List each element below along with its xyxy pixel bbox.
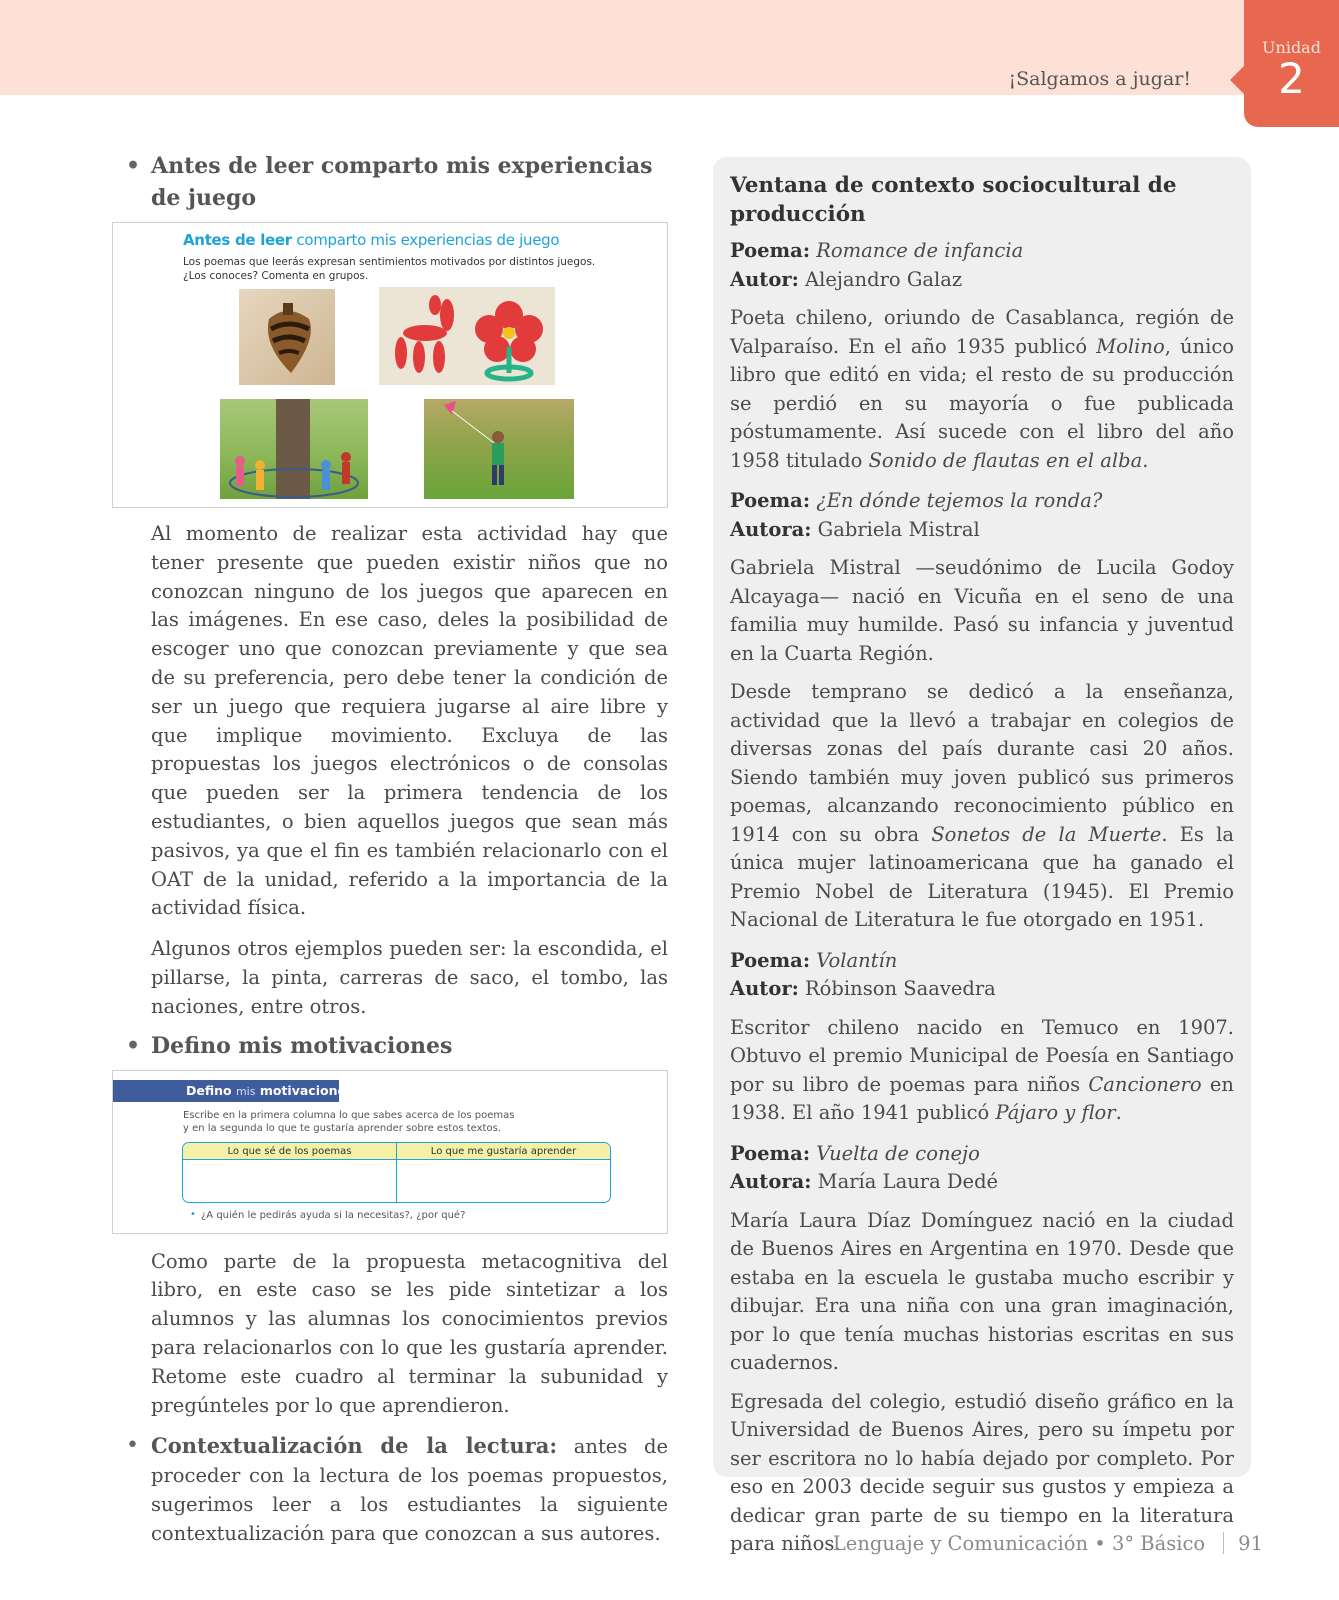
col-lo-que-aprender: Lo que me gustaría aprender <box>396 1143 610 1159</box>
entry4-meta: Poema: Vuelta de conejo Autora: María Laura Dedé <box>730 1141 999 1193</box>
page-number: 91 <box>1238 1532 1263 1555</box>
para-contextualizacion: • Contextualización de la lectura: antes de proceder con la lectura de los poemas propuestos, sugerimos leer a los estudiantes la siguiente contextualización para que conozcan a sus autores. <box>112 1432 668 1548</box>
motivaciones-text: Escribe en la primera columna lo que sabes acerca de los poemas y en la segunda lo que te gustaría aprender sobre estos textos. <box>183 1109 515 1134</box>
footer-divider <box>1223 1532 1224 1554</box>
entry3-meta: Poema: Volantín Autor: Róbinson Saavedra <box>730 948 996 1000</box>
context-window-title: Ventana de contexto sociocultural de producción <box>730 173 1177 227</box>
spinning-top-photo <box>239 289 335 385</box>
motivaciones-question: • ¿A quién le pedirás ayuda si la necesitas?, ¿por qué? <box>201 1210 465 1221</box>
entry4-bio-1: María Laura Díaz Domínguez nació en la ciudad de Buenos Aires en Argentina en 1970. Desde que estaba en la escuela le gustaba mucho escribir y dibujar. Era una niña con una gran imaginación, por lo que tenía muchas historias escritas en sus cuadernos. <box>730 1208 1234 1374</box>
para-metacognitiva: Como parte de la propuesta metacognitiva del libro, en este caso se les pide sintetizar a los alumnos y las alumnas los conocimientos previos para relacionarlos con lo que les gustaría aprender. Retome este cuadro al terminar la subunidad y pregúnteles por lo que aprendieron. <box>151 1249 668 1417</box>
para-ejemplos: Algunos otros ejemplos pueden ser: la escondida, el pillarse, la pinta, carreras de saco, el tombo, las naciones, entre otros. <box>151 937 668 1018</box>
entry2-bio-2: Desde temprano se dedicó a la enseñanza, actividad que la llevó a trabajar en colegios de diversas zonas del país durante casi 20 años. Siendo también muy joven publicó sus primeros poemas, alcanzando reconocimiento público en 1914 con su obra Sonetos de la Muerte. Es la única mujer latinoamericana que ha ganado el Premio Nobel de Literatura (1945). El Premio Nacional de Literatura le fue otorgado en 1951. <box>730 680 1234 931</box>
left-column <box>112 150 668 1549</box>
boy-kite-photo <box>424 399 574 499</box>
motivaciones-table-header <box>183 1143 610 1160</box>
children-ronda-photo <box>220 399 368 499</box>
heading-experiencias: • Antes de leer comparto mis experiencias de juego <box>112 150 668 214</box>
unit-tab <box>1244 0 1339 127</box>
entry2-bio-1: Gabriela Mistral —seudónimo de Lucila Godoy Alcayaga— nació en Vicuña en el seno de una familia muy humilde. Pasó su infancia y juventud en la Cuarta Región. <box>730 556 1234 665</box>
col-lo-que-se: Lo que sé de los poemas <box>227 1145 352 1157</box>
entry1-meta: Poema: Romance de infancia Autor: Alejandro Galaz <box>730 239 1024 291</box>
activity-thumbnail-experiencias <box>112 222 668 508</box>
entry4-bio-2: Egresada del colegio, estudió diseño gráfico en la Universidad de Buenos Aires, pero su ímpetu por ser escritora no lo había dejado por completo. Por eso en 2003 decide seguir sus gustos y empieza a dedicar gran parte de su tiempo en la literatura para niños. <box>730 1389 1234 1555</box>
cell-lo-que-se <box>183 1160 396 1202</box>
unit-label: Unidad <box>1262 38 1321 57</box>
footer-subject: Lenguaje y Comunicación • 3° Básico <box>832 1532 1206 1555</box>
motivaciones-table <box>182 1142 611 1203</box>
para-actividad: Al momento de realizar esta actividad hay que tener presente que pueden existir niños que no conozcan ninguno de los juegos que aparecen en las imágenes. En ese caso, deles la posibilidad de escoger uno que conozcan previamente y que sea de su preferencia, pero debe tener la condición de ser un juego que requiera jugarse al aire libre y que implique movimiento. Excluya de las propuestas los juegos electrónicos o de consolas que pueden ser la primera tendencia de los estudiantes, o bien aquellos juegos que sean más pasivos, ya que el fin es también relacionarlo con el OAT de la unidad, referido a la importancia de la actividad física. <box>151 522 668 920</box>
cell-lo-que-aprender <box>396 1160 610 1202</box>
thumbnail-title: Antes de leer comparto mis experiencias de juego <box>183 231 560 249</box>
motivaciones-table-body <box>183 1160 610 1202</box>
unit-tab-arrow <box>1230 66 1244 94</box>
thumbnail-text: Los poemas que leerás expresan sentimientos motivados por distintos juegos. ¿Los conoces? Comenta en grupos. <box>183 256 596 282</box>
unit-number: 2 <box>1278 54 1305 103</box>
balloon-figures-photo <box>379 287 555 385</box>
page-footer <box>833 1532 1263 1555</box>
unit-title: ¡Salgamos a jugar! <box>1008 68 1191 90</box>
motivaciones-title: Defino mis motivaciones <box>186 1082 354 1098</box>
activity-thumbnail-motivaciones <box>112 1070 668 1234</box>
entry1-bio: Poeta chileno, oriundo de Casablanca, región de Valparaíso. En el año 1935 publicó Molino, único libro que editó en vida; el resto de su producción se perdió en su mayoría o fue publicada póstumamente. Así sucede con el libro del año 1958 titulado Sonido de flautas en el alba. <box>730 306 1234 472</box>
entry2-meta: Poema: ¿En dónde tejemos la ronda? Autora: Gabriela Mistral <box>730 489 1103 541</box>
entry3-bio: Escritor chileno nacido en Temuco en 1907. Obtuvo el premio Municipal de Poesía en Santiago por su libro de poemas para niños Cancionero en 1938. El año 1941 publicó Pájaro y flor. <box>730 1015 1234 1124</box>
heading-motivaciones: • Defino mis motivaciones <box>112 1030 668 1062</box>
